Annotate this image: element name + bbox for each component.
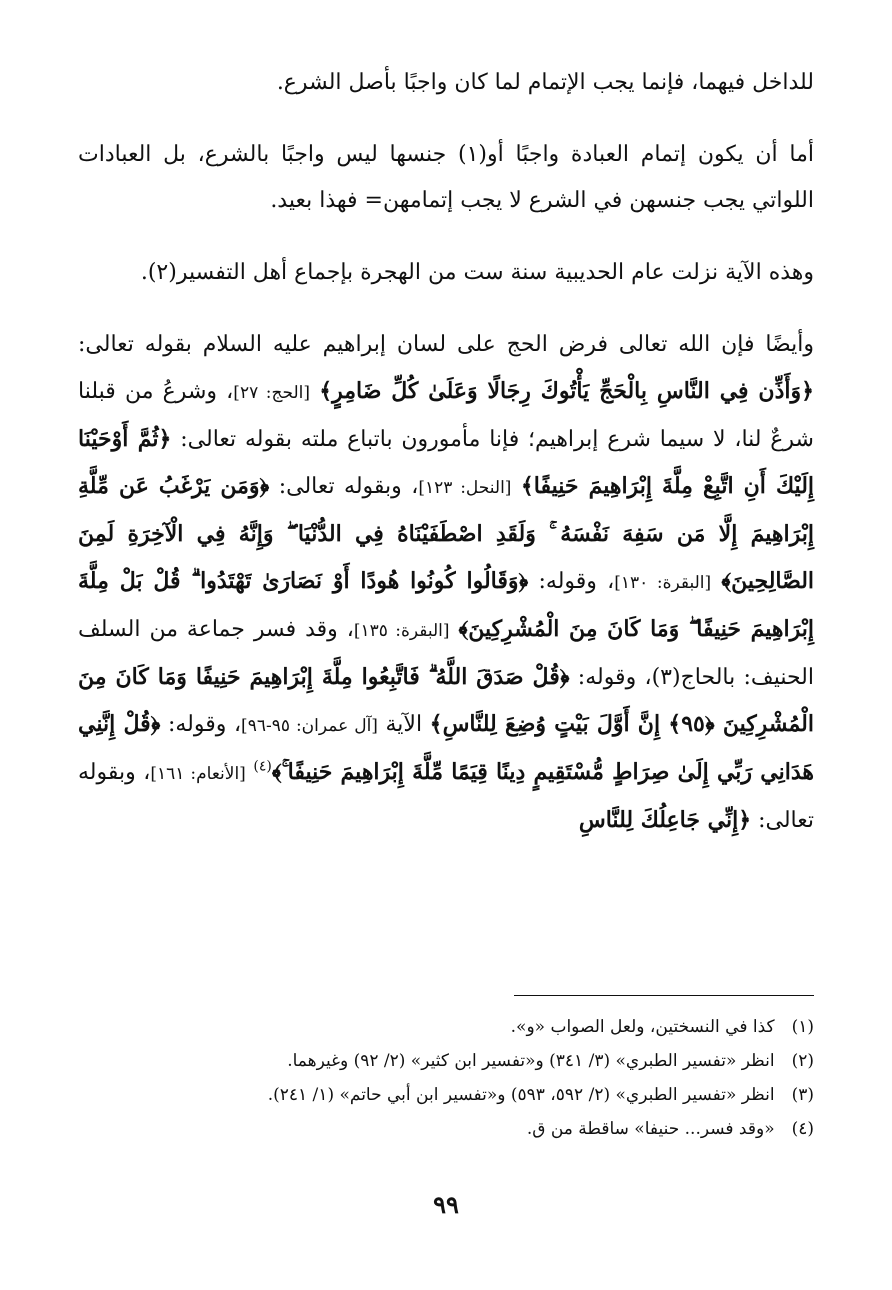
text-segment: وأيضًا فإن الله تعالى فرض الحج على لسان إبراهيم عليه السلام بقوله تعالى: [78, 332, 814, 357]
text-segment: ، وبقوله تعالى: [78, 760, 814, 833]
page-number: ٩٩ [433, 1190, 459, 1219]
footnote-text: كذا في النسختين، ولعل الصواب «و». [510, 1017, 775, 1037]
footnote-text: انظر «تفسير الطبري» (٣/ ٣٤١) و«تفسير ابن كثير» (٢/ ٩٢) وغيرهما. [287, 1051, 775, 1071]
paragraph-3: وهذه الآية نزلت عام الحديبية سنة ست من الهجرة بإجماع أهل التفسير(٢). [140, 260, 814, 285]
footnote-text: انظر «تفسير الطبري» (٢/ ٥٩٢، ٥٩٣) و«تفسير ابن أبي حاتم» (١/ ٢٤١). [267, 1085, 775, 1105]
quran-verse: ﴿إِنِّي جَاعِلُكَ لِلنَّاسِ [578, 807, 752, 833]
footnote [78, 1010, 814, 1044]
footnote [78, 1078, 814, 1112]
paragraph-4 [78, 322, 814, 844]
main-text [78, 60, 814, 844]
quran-verse: ﴿قُلْ صَدَقَ اللَّهُ ۗ فَاتَّبِعُوا مِلَّةَ إِبْرَاهِيمَ حَنِيفًا وَمَا كَانَ مِنَ الْمُشْرِكِينَ ﴿٩٥﴾ إِنَّ أَوَّلَ بَيْتٍ وُضِعَ لِلنَّاسِ﴾ [78, 664, 814, 737]
verse-citation: [آل عمران: ٩٥-٩٦] [241, 716, 378, 736]
footnotes [78, 1010, 814, 1146]
footnote-text: «وقد فسر... حنيفا» ساقطة من ق. [526, 1119, 775, 1139]
quran-verse: ﴿وَقَالُوا كُونُوا هُودًا أَوْ نَصَارَىٰ تَهْتَدُوا ۗ قُلْ بَلْ مِلَّةَ إِبْرَاهِيمَ حَنِيفًا ۖ وَمَا كَانَ مِنَ الْمُشْرِكِينَ﴾ [78, 568, 814, 642]
quran-verse: ﴿وَمَن يَرْغَبُ عَن مِّلَّةِ إِبْرَاهِيمَ إِلَّا مَن سَفِهَ نَفْسَهُ ۚ وَلَقَدِ اصْطَفَيْنَاهُ فِي الدُّنْيَا ۖ وَإِنَّهُ فِي الْآخِرَةِ لَمِنَ الصَّالِحِينَ﴾ [78, 473, 815, 594]
text-segment: ، وبقوله تعالى: [278, 474, 419, 499]
text-segment: ، وقوله: [538, 569, 615, 594]
footnote-separator [514, 995, 814, 996]
paragraph-1: للداخل فيهما، فإنما يجب الإتمام لما كان واجبًا بأصل الشرع. [276, 70, 814, 95]
verse-citation: [الأنعام: ١٦١] [150, 764, 246, 784]
verse-citation: [النحل: ١٢٣] [418, 478, 512, 498]
footnote-number: (٣) [791, 1085, 814, 1105]
verse-citation: [الحج: ٢٧] [233, 383, 311, 403]
quran-verse: ﴿قُلْ إِنَّنِي هَدَانِي رَبِّي إِلَىٰ صِرَاطٍ مُّسْتَقِيمٍ دِينًا قِيَمًا مِّلَّةَ إِبْرَاهِيمَ حَنِيفًا ۚ﴾ [78, 711, 814, 785]
footnote-marker: (٤) [253, 758, 272, 775]
text-segment: ، وشرعُ من قبلنا شرعٌ لنا، لا سيما شرع إبراهيم؛ فإنا مأمورون باتباع ملته بقوله تعالى: [78, 379, 814, 452]
footnote-number: (١) [791, 1017, 814, 1037]
footnote-number: (٤) [791, 1119, 814, 1139]
paragraph-2: أما أن يكون إتمام العبادة واجبًا أو(١) جنسها ليس واجبًا بالشرع، بل العبادات اللواتي يجب جنسهن في الشرع لا يجب إتمامهن= فهذا بعيد. [78, 142, 814, 213]
text-segment: الآية [385, 712, 423, 737]
text-segment: ، وقوله: [167, 712, 242, 737]
footnote-number: (٢) [791, 1051, 814, 1071]
verse-citation: [البقرة: ١٣٥] [353, 621, 450, 641]
quran-verse: ﴿ثُمَّ أَوْحَيْنَا إِلَيْكَ أَنِ اتَّبِعْ مِلَّةَ إِبْرَاهِيمَ حَنِيفًا﴾ [78, 426, 815, 499]
text-segment: ، وقد فسر جماعة من السلف الحنيف: بالحاج(٣)، وقوله: [78, 617, 814, 690]
quran-verse: ﴿وَأَذِّن فِي النَّاسِ بِالْحَجِّ يَأْتُوكَ رِجَالًا وَعَلَىٰ كُلِّ ضَامِرٍ﴾ [319, 378, 814, 404]
footnote [78, 1044, 814, 1078]
footnote [78, 1112, 814, 1146]
verse-citation: [البقرة: ١٣٠] [614, 573, 712, 593]
